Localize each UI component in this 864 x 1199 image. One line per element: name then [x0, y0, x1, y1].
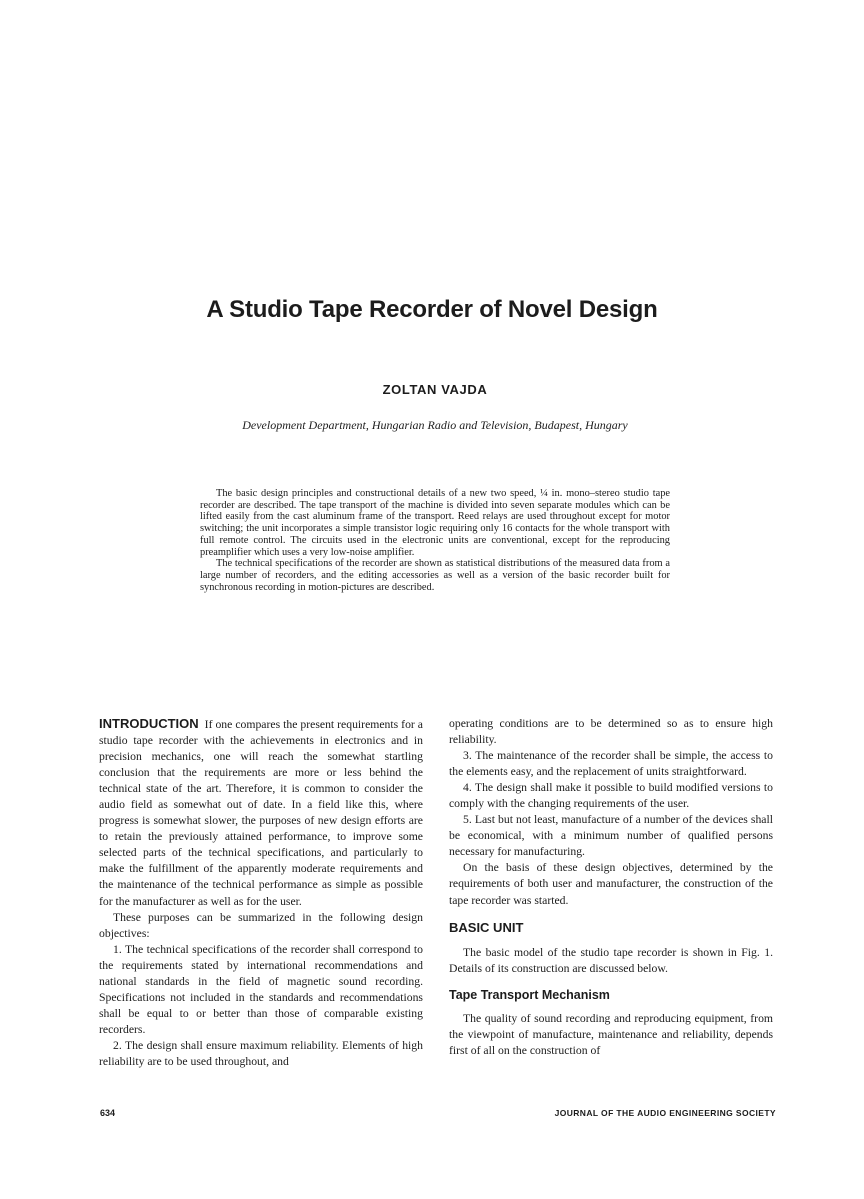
subsection-heading-tape-transport: Tape Transport Mechanism [449, 987, 610, 1002]
introduction-heading: INTRODUCTION [99, 716, 199, 731]
section-heading-basic-unit: BASIC UNIT [449, 919, 524, 935]
introduction-text: If one compares the present requirements for a studio tape recorder with the achievements in electronics and in precision mechanics, one will reach the somewhat startling conclusion that the requirements are more or less behind the technical state of the art. Therefore, it is common to consider the audio field as somewhat out of date. In a field like this, where progress is somewhat slower, the purposes of new design efforts are to retain the previously attained performance, to improve some selected parts of the technical specifications, and particularly to make the fulfillment of the apparently moderate requirements and the maintenance of the technical performance as simple as possible for the manufacturer as well as for the user. [99, 718, 423, 908]
objective-item: 3. The maintenance of the recorder shall be simple, the access to the elements easy, and the replacement of units straightforward. [449, 749, 773, 779]
abstract-paragraph: The technical specifications of the recorder are shown as statistical distributions of the measured data from a large number of recorders, and the editing accessories as well as a version of the basic recorder built for synchronous recording in motion-pictures are described. [200, 558, 670, 593]
body-paragraph: The basic model of the studio tape recorder is shown in Fig. 1. Details of its construction are discussed below. [449, 945, 773, 975]
right-column [449, 716, 773, 1059]
body-paragraph: These purposes can be summarized in the following design objectives: [99, 910, 423, 940]
abstract-paragraph: The basic design principles and constructional details of a new two speed, ¼ in. mono–stereo studio tape recorder are described. The tape transport of the machine is divided into seven separate modules which can be lifted easily from the cast aluminum frame of the transport. Reed relays are used throughout except for motor switching; the unit incorporates a simple transistor logic requiring only 16 contacts for the whole transport with full remote control. The circuits used in the electronic units are conventional, except for the reproducing preamplifier which uses a very low-noise amplifier. [200, 488, 670, 558]
body-paragraph: The quality of sound recording and reproducing equipment, from the viewpoint of manufacture, maintenance and reliability, depends first of all on the construction of [449, 1011, 773, 1057]
paper-title: A Studio Tape Recorder of Novel Design [206, 296, 658, 323]
author-name: ZOLTAN VAJDA [382, 382, 488, 397]
left-column [99, 716, 423, 1070]
objective-item: 2. The design shall ensure maximum reliability. Elements of high reliability are to be used throughout, and [99, 1038, 423, 1068]
objective-item: 1. The technical specifications of the recorder shall correspond to the requirements stated by international recommendations and national standards in the field of magnetic sound recording. Specifications not included in the standards and recommendations shall be equal to or better than those of comparable existing recorders. [99, 942, 423, 1036]
abstract [200, 488, 670, 593]
objective-item: 5. Last but not least, manufacture of a number of the devices shall be economical, with a minimum number of qualified persons necessary for manufacturing. [449, 813, 773, 859]
body-paragraph: operating conditions are to be determined so as to ensure high reliability. [449, 717, 773, 747]
author-affiliation: Development Department, Hungarian Radio and Television, Budapest, Hungary [242, 418, 628, 432]
objective-item: 4. The design shall make it possible to build modified versions to comply with the changing requirements of the user. [449, 781, 773, 811]
introduction-paragraph [99, 716, 423, 910]
body-paragraph: On the basis of these design objectives, determined by the requirements of both user and manufacturer, the construction of the tape recorder was started. [449, 861, 773, 907]
journal-name: JOURNAL OF THE AUDIO ENGINEERING SOCIETY [554, 1108, 776, 1118]
page-number: 634 [100, 1108, 116, 1118]
